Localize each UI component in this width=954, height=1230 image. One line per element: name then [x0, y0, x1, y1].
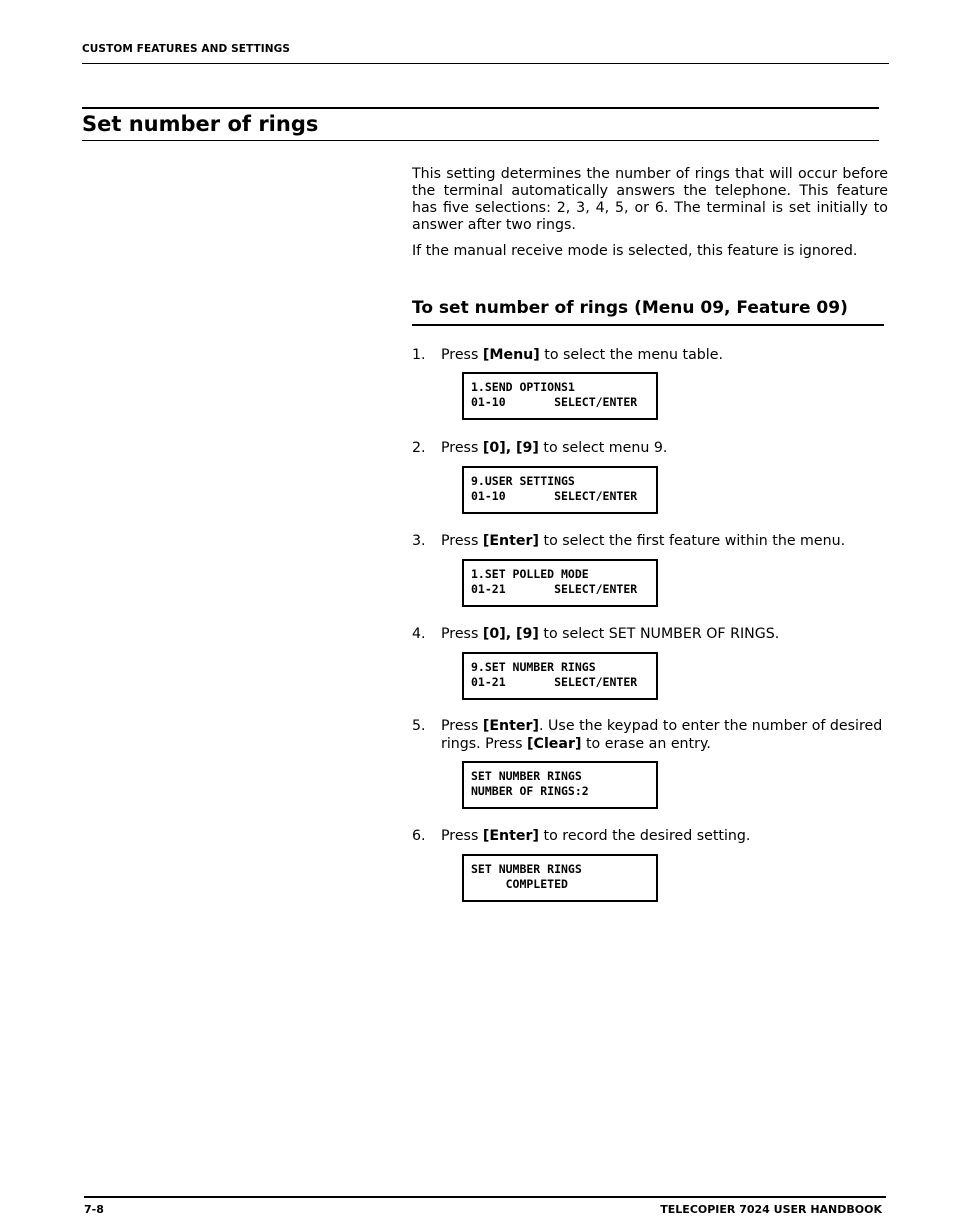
key-label: [0], [9]: [482, 626, 539, 642]
step-number: 4.: [412, 626, 426, 642]
step-text: Press [Enter] to record the desired setting.: [441, 828, 751, 844]
lcd-line-2: COMPLETED: [471, 877, 568, 891]
step-text: Press [Enter] to select the first feature within the menu.: [441, 533, 846, 549]
section-rule-top: [82, 107, 879, 109]
lcd-display: [462, 854, 658, 902]
lcd-line-1: 1.SET POLLED MODE: [471, 567, 589, 581]
key-label: [Enter]: [482, 533, 540, 549]
procedure-title: To set number of rings (Menu 09, Feature 09): [412, 298, 848, 318]
step-number: 5.: [412, 718, 426, 734]
lcd-line-2: 01-10 SELECT/ENTER: [471, 489, 638, 503]
procedure-rule: [412, 324, 884, 326]
step-text: Press [Enter]. Use the keypad to enter the number of desired rings. Press [Clear] to erase an entry.: [441, 718, 883, 752]
lcd-display: [462, 761, 658, 809]
key-label: [Enter]: [482, 718, 540, 734]
lcd-display: [462, 559, 658, 607]
lcd-line-2: 01-21 SELECT/ENTER: [471, 582, 638, 596]
intro-note: If the manual receive mode is selected, this feature is ignored.: [412, 243, 858, 259]
step-number: 6.: [412, 828, 426, 844]
lcd-line-1: 9.SET NUMBER RINGS: [471, 660, 596, 674]
handbook-title: TELECOPIER 7024 USER HANDBOOK: [660, 1203, 882, 1216]
lcd-display: [462, 652, 658, 700]
step-number: 1.: [412, 347, 426, 363]
lcd-line-2: 01-21 SELECT/ENTER: [471, 675, 638, 689]
lcd-line-2: NUMBER OF RINGS:2: [471, 784, 589, 798]
step-text: Press [Menu] to select the menu table.: [441, 347, 723, 363]
step-number: 3.: [412, 533, 426, 549]
key-label: [Menu]: [482, 347, 540, 363]
lcd-line-1: 9.USER SETTINGS: [471, 474, 575, 488]
key-label: [Enter]: [482, 828, 540, 844]
running-head: CUSTOM FEATURES AND SETTINGS: [82, 43, 291, 55]
intro-paragraph: This setting determines the number of rings that will occur before the terminal automatically answers the telephone. This feature has five selections: 2, 3, 4, 5, or 6. The terminal is set initially to answer after two rings.: [412, 166, 888, 233]
step-text: Press [0], [9] to select SET NUMBER OF RINGS.: [441, 626, 780, 642]
header-rule: [82, 63, 889, 64]
section-rule-bottom: [82, 140, 879, 141]
lcd-display: [462, 466, 658, 514]
lcd-line-1: 1.SEND OPTIONS1: [471, 380, 575, 394]
page-number: 7-8: [84, 1203, 104, 1216]
lcd-display: [462, 372, 658, 420]
lcd-line-1: SET NUMBER RINGS: [471, 769, 582, 783]
step-text: Press [0], [9] to select menu 9.: [441, 440, 668, 456]
key-label: [Clear]: [527, 736, 582, 752]
footer-rule: [84, 1196, 886, 1198]
step-number: 2.: [412, 440, 426, 456]
key-label: [0], [9]: [482, 440, 539, 456]
section-title: Set number of rings: [82, 112, 319, 136]
lcd-line-2: 01-10 SELECT/ENTER: [471, 395, 638, 409]
lcd-line-1: SET NUMBER RINGS: [471, 862, 582, 876]
